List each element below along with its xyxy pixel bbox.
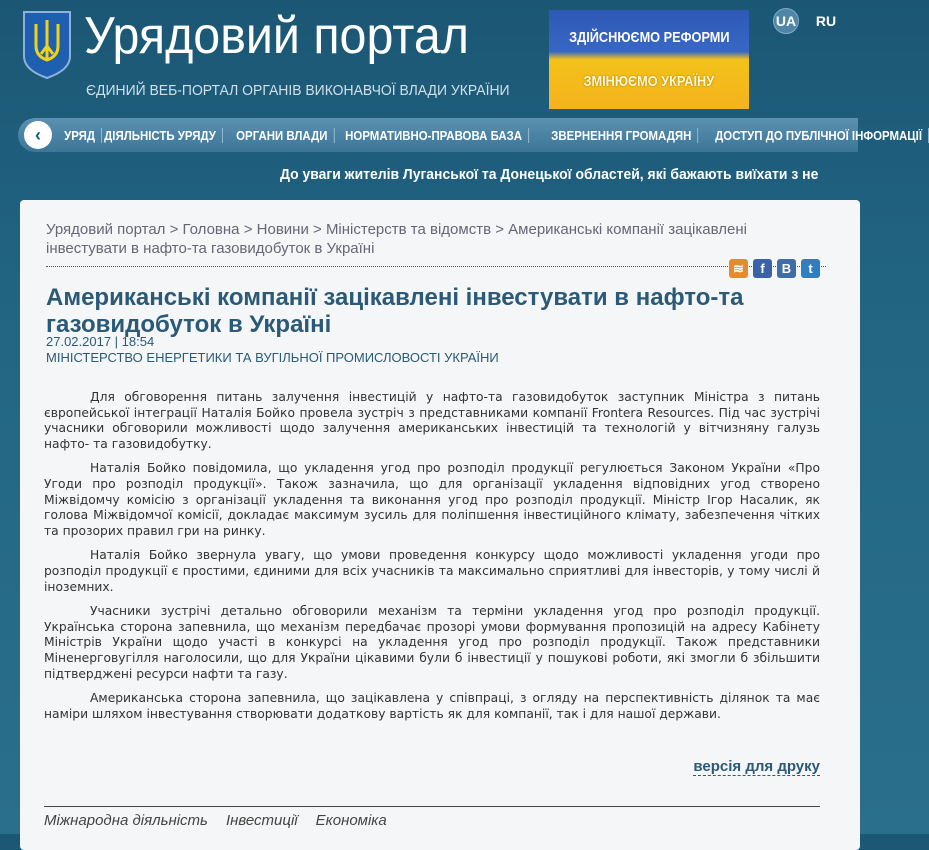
twitter-icon[interactable]: t <box>801 259 820 278</box>
breadcrumb-portal[interactable]: Урядовий портал <box>46 221 166 238</box>
article-paragraph: Наталія Бойко повідомила, що укладення угод про розподіл продукції регулюється Законом України «Про Угоди про розподіл продукції». Також зазначила, що для організації укладення відповідних угод створено Міжвідомчу комісію з організації укладення та виконання угод про розподіл продукції. Міністр Ігор Насалик, як голова Міжвідомчої комісії, докладає максимум зусиль для поліпшення інвестиційного клімату, забезпечення чітких та прозорих правил гри на ринку. <box>44 461 820 538</box>
nav-item-public-info[interactable]: ДОСТУП ДО ПУБЛІЧНОЇ ІНФОРМАЦІЇ <box>709 128 929 143</box>
nav-item-uriad[interactable]: УРЯД <box>58 128 102 143</box>
nav-item-legal-base[interactable]: НОРМАТИВНО-ПРАВОВА БАЗА <box>339 128 529 143</box>
article-title: Американські компанії зацікавлені інвестувати в нафто-та газовидобуток в Україні <box>46 284 744 338</box>
breadcrumb-current: Американські компанії зацікавлені інвестувати в нафто-та газовидобуток в Україні <box>46 221 747 257</box>
vk-icon[interactable]: В <box>777 259 796 278</box>
article-datetime: 27.02.2017 | 18:54 <box>46 334 155 349</box>
print-version-link[interactable]: версія для друку <box>693 758 820 775</box>
divider <box>44 806 820 807</box>
tags-list <box>44 812 387 829</box>
rss-icon[interactable]: ≋ <box>729 259 748 278</box>
article-paragraph: Для обговорення питань залучення інвестицій у нафто-та газовидобуток заступник Міністра з питань європейської інтеграції Наталія Бойко провела зустріч з представниками компанії Frontera Resources. Під час зустрічі учасники обговорили можливості щодо залучення американських інвестицій та технологій у вітчизняну галузь нафто- та газовидобутку. <box>44 390 820 451</box>
banner-line-2: ЗМІНЮЄМО УКРАЇНУ <box>583 72 715 90</box>
breadcrumb-sep: > <box>491 221 509 238</box>
chevron-left-icon[interactable]: ‹ <box>24 121 52 149</box>
nav-item-authorities[interactable]: ОРГАНИ ВЛАДИ <box>230 128 334 143</box>
breadcrumb-ministries[interactable]: Міністерств та відомств <box>325 221 492 238</box>
site-subtitle: ЄДИНИЙ ВЕБ-ПОРТАЛ ОРГАНІВ ВИКОНАВЧОЇ ВЛАДИ УКРАЇНИ <box>86 82 510 99</box>
notice-ticker[interactable]: До уваги жителів Луганської та Донецької областей, які бажають виїхати з не <box>280 166 819 183</box>
tag-investments[interactable]: Інвестиції <box>225 812 298 829</box>
tag-economy[interactable]: Економіка <box>315 812 387 829</box>
breadcrumb-sep: > <box>308 221 326 238</box>
article-paragraph: Учасники зустрічі детально обговорили механізм та терміни укладення угод про розподіл продукції. Українська сторона запевнила, що механізм передбачає прозорі умови формування пропозицій на адресу Кабінету Міністрів України щодо участі в конкурсі на укладення угод про розподіл продукції. Також представники Міненерговугілля наголосили, що для України цікавими були б інвестиції у пошукові роботи, які змогли б збільшити підтверджені ресурси нафти та газу. <box>44 604 820 681</box>
article-source[interactable]: МІНІСТЕРСТВО ЕНЕРГЕТИКИ ТА ВУГІЛЬНОЇ ПРОМИСЛОВОСТІ УКРАЇНИ <box>46 350 499 365</box>
article-paragraph: Американська сторона запевнила, що зацікавлена у співпраці, з огляду на перспективність ділянок та має наміри шляхом інвестування створювати додаткову вартість як для компанії, так і для нашої держави. <box>44 691 820 721</box>
facebook-icon[interactable]: f <box>753 259 772 278</box>
breadcrumb <box>46 220 826 267</box>
lang-ua-button[interactable]: UA <box>773 8 799 34</box>
breadcrumb-home[interactable]: Головна <box>182 221 240 238</box>
trident-coat-of-arms-logo[interactable] <box>22 10 72 80</box>
article-paragraph: Наталія Бойко звернула увагу, що умови проведення конкурсу щодо можливості укладення угоди про розподіл продукції є простими, єдиними для всіх учасників та максимально сприятливі для інвесторів, у тому числі й іноземних. <box>44 548 820 594</box>
site-title[interactable]: Урядовий портал <box>84 7 469 65</box>
reforms-banner[interactable] <box>549 10 749 109</box>
lang-ru-button[interactable]: RU <box>815 13 837 29</box>
tag-international[interactable]: Міжнародна діяльність <box>44 812 208 829</box>
banner-line-1: ЗДІЙСНЮЄМО РЕФОРМИ <box>568 29 730 47</box>
breadcrumb-sep: > <box>239 221 257 238</box>
nav-item-citizen-appeals[interactable]: ЗВЕРНЕННЯ ГРОМАДЯН <box>545 128 698 143</box>
nav-item-government-activity[interactable]: ДІЯЛЬНІСТЬ УРЯДУ <box>98 128 223 143</box>
breadcrumb-news[interactable]: Новини <box>256 221 309 238</box>
breadcrumb-sep: > <box>165 221 183 238</box>
article-body <box>44 390 820 731</box>
main-nav <box>18 118 923 152</box>
